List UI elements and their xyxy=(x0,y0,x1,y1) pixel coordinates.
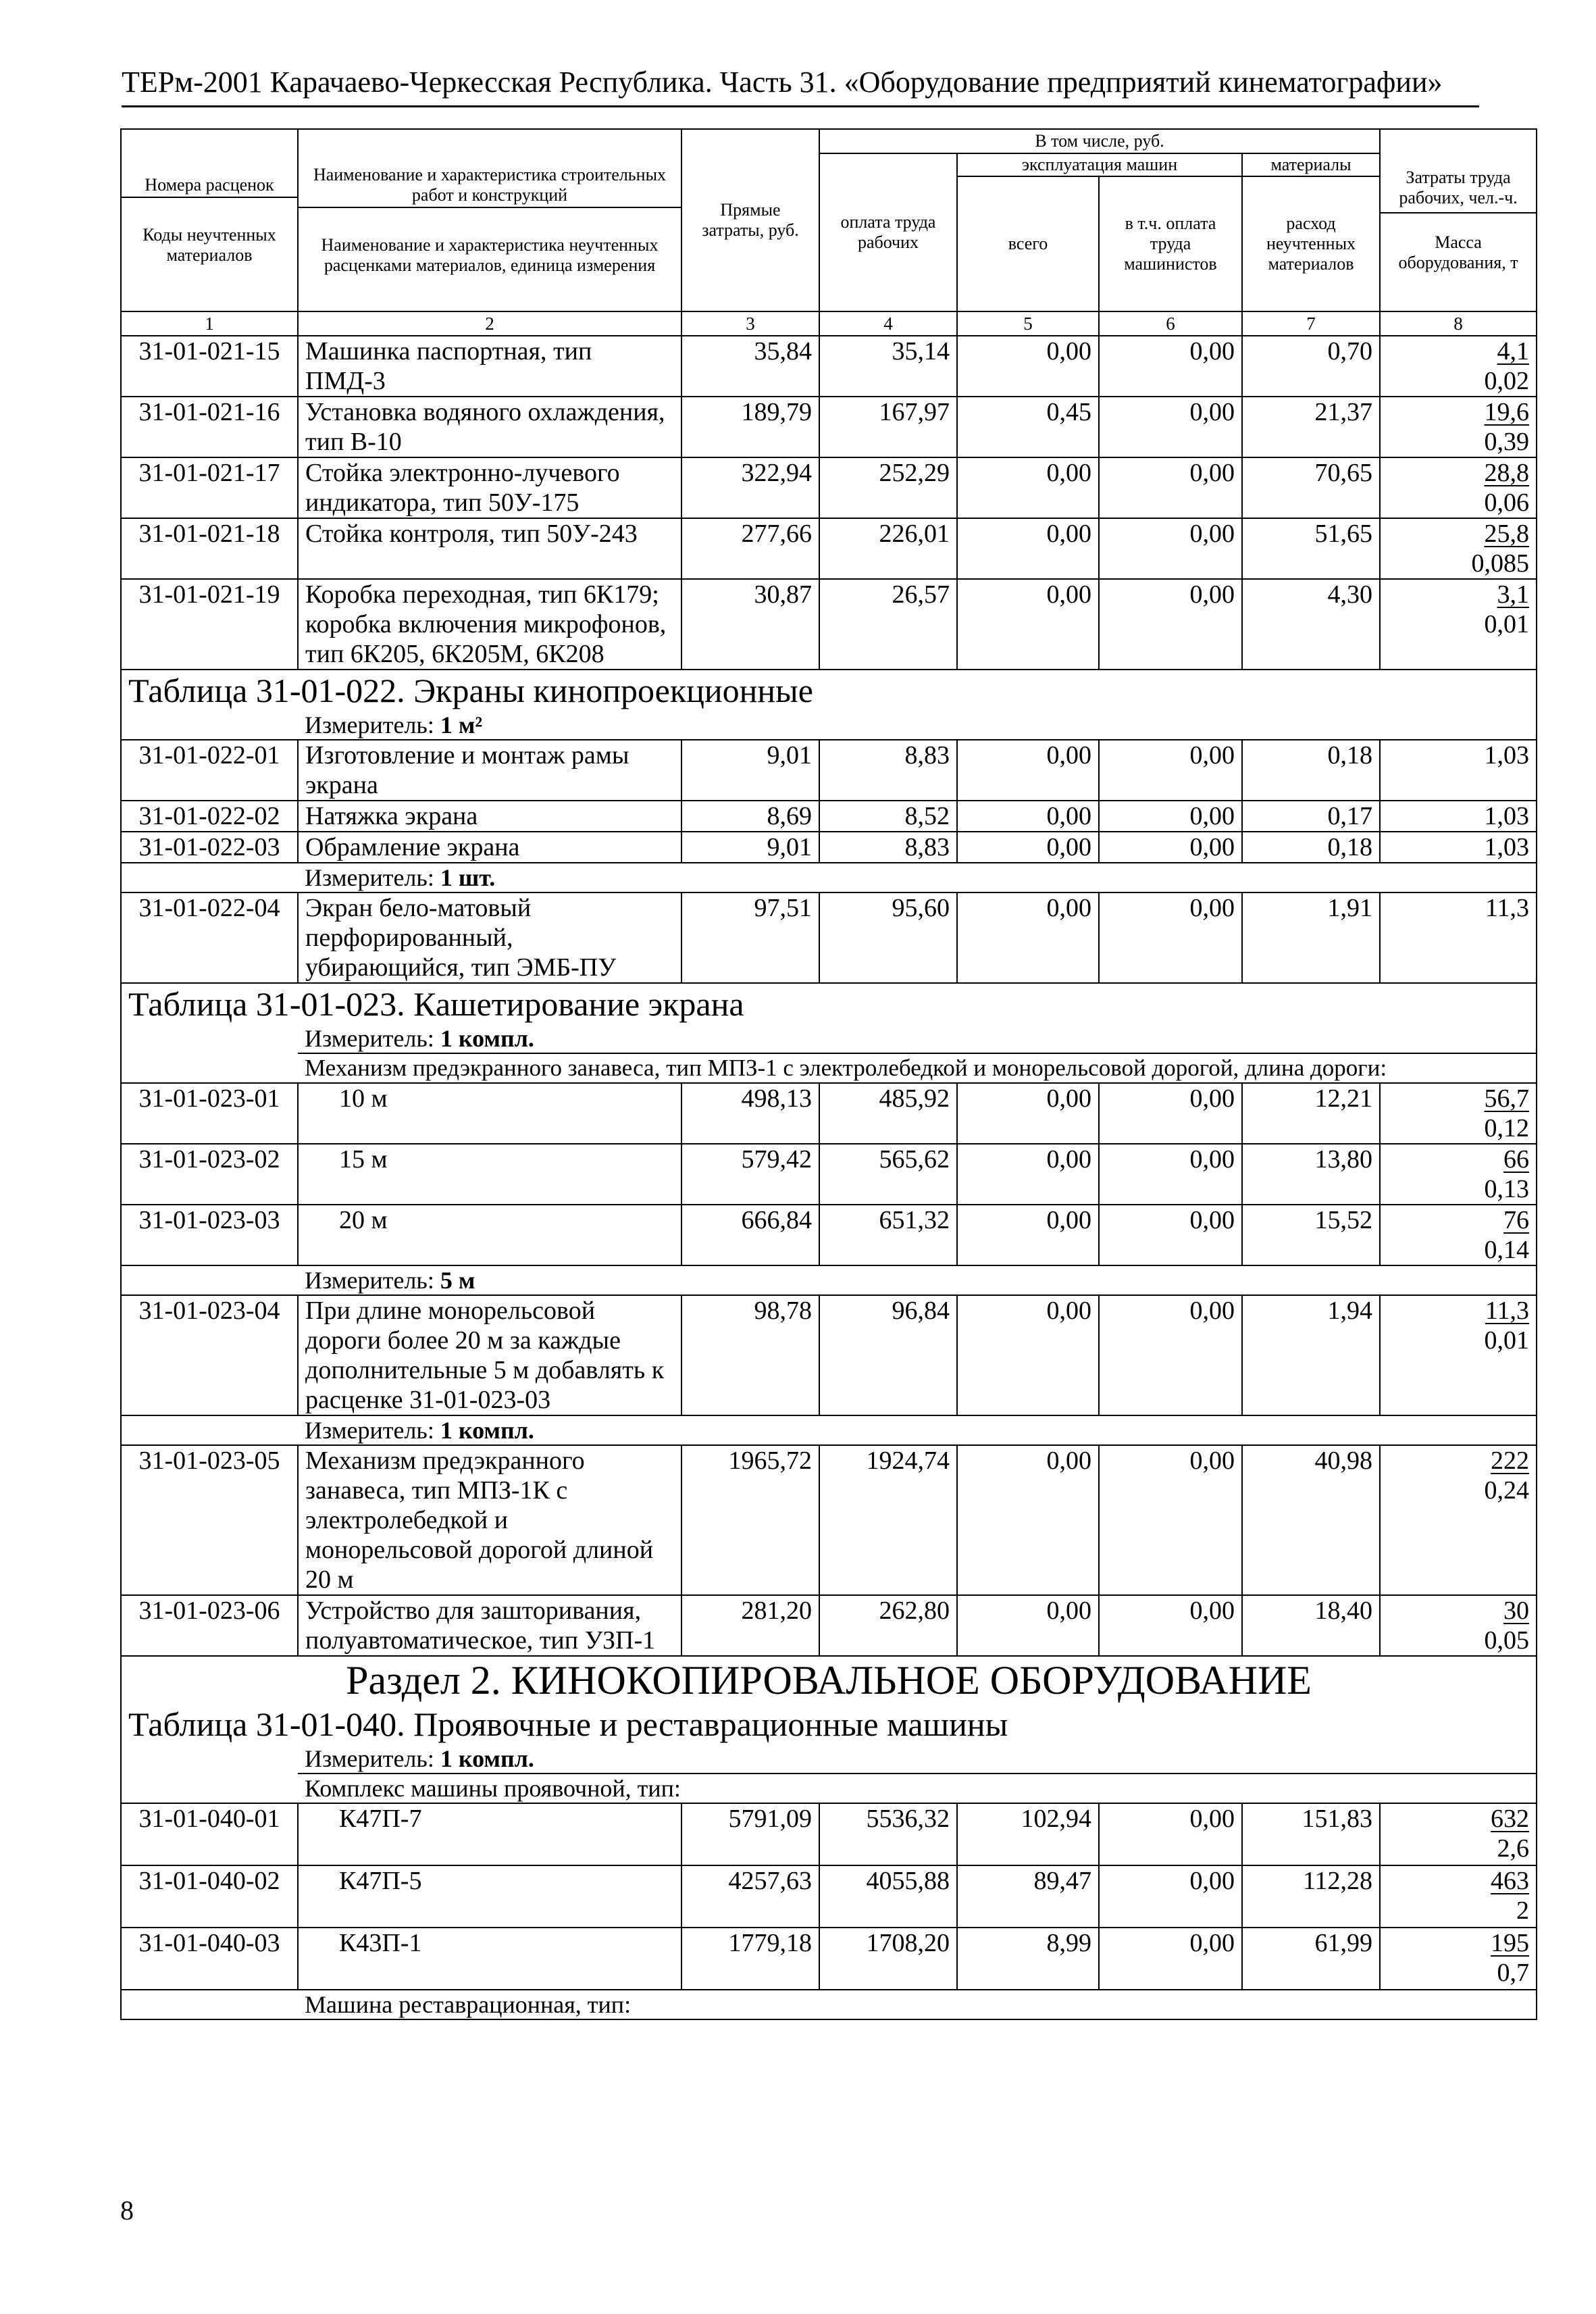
labor-pay: 35,14 xyxy=(819,336,957,397)
direct-cost: 4257,63 xyxy=(681,1865,819,1928)
machines-total: 0,00 xyxy=(957,1445,1099,1595)
table-row xyxy=(121,892,1537,983)
unit-value: 1 компл. xyxy=(440,1417,534,1444)
machines-total: 8,99 xyxy=(957,1928,1099,1990)
unit-value: 5 м xyxy=(440,1267,475,1294)
labor-mass xyxy=(1380,1083,1537,1144)
direct-cost: 35,84 xyxy=(681,336,819,397)
machines-total: 89,47 xyxy=(957,1865,1099,1928)
table-row xyxy=(121,1144,1537,1205)
col-num: 7 xyxy=(1242,311,1380,336)
rate-code: 31-01-021-17 xyxy=(121,457,298,518)
materials: 12,21 xyxy=(1242,1083,1380,1144)
rate-name: Стойка контроля, тип 50У-243 xyxy=(298,518,681,579)
equipment-mass: 2 xyxy=(1516,1896,1530,1925)
unit-label xyxy=(298,711,1537,740)
labor-mass xyxy=(1380,1295,1537,1415)
column-numbers xyxy=(121,311,1537,336)
head-c8-bottom: Масса оборудования, т xyxy=(1398,232,1518,272)
unit-label xyxy=(298,863,1537,892)
labor-pay: 167,97 xyxy=(819,397,957,457)
labor-mass xyxy=(1380,1595,1537,1656)
head-c8-top: Затраты труда рабочих, чел.-ч. xyxy=(1381,168,1536,213)
machines-total: 0,00 xyxy=(957,740,1099,801)
machines-total: 0,00 xyxy=(957,1295,1099,1415)
labor-hours: 25,8 xyxy=(1484,520,1530,548)
rate-code: 31-01-022-01 xyxy=(121,740,298,801)
rate-name: К43П-1 xyxy=(298,1928,681,1990)
unit-prefix: Измеритель: xyxy=(305,864,440,891)
labor-mass xyxy=(1380,457,1537,518)
head-c1-top: Номера расценок xyxy=(122,175,297,198)
rate-name: Стойка электронно-лучевого индикатора, тип 50У-175 xyxy=(298,457,681,518)
materials: 1,91 xyxy=(1242,892,1380,983)
table-row xyxy=(121,1595,1537,1656)
direct-cost: 9,01 xyxy=(681,740,819,801)
rate-name: Натяжка экрана xyxy=(298,801,681,832)
materials: 0,17 xyxy=(1242,801,1380,832)
materials: 0,70 xyxy=(1242,336,1380,397)
direct-cost: 30,87 xyxy=(681,579,819,670)
table-row xyxy=(121,579,1537,670)
unit-row xyxy=(121,711,1537,740)
labor-mass xyxy=(1380,1928,1537,1990)
header-rule xyxy=(122,105,1479,107)
machinist-pay: 0,00 xyxy=(1099,1295,1242,1415)
machinist-pay: 0,00 xyxy=(1099,1928,1242,1990)
labor-hours: 4,1 xyxy=(1497,337,1530,366)
unit-label xyxy=(298,1265,1537,1295)
rate-code: 31-01-021-15 xyxy=(121,336,298,397)
rate-name: Устройство для зашторивания, полуавтоматическое, тип УЗП-1 xyxy=(298,1595,681,1656)
equipment-mass: 0,39 xyxy=(1484,428,1530,456)
materials: 112,28 xyxy=(1242,1865,1380,1928)
equipment-mass: 0,01 xyxy=(1484,1326,1530,1355)
head-mat: материалы xyxy=(1242,153,1380,176)
direct-cost: 189,79 xyxy=(681,397,819,457)
machinist-pay: 0,00 xyxy=(1099,457,1242,518)
rate-code: 31-01-023-05 xyxy=(121,1445,298,1595)
labor-hours: 30 xyxy=(1503,1596,1530,1625)
materials: 15,52 xyxy=(1242,1205,1380,1265)
machines-total: 0,00 xyxy=(957,801,1099,832)
direct-cost: 498,13 xyxy=(681,1083,819,1144)
page-number: 8 xyxy=(120,2195,134,2225)
labor-hours: 76 xyxy=(1503,1206,1530,1234)
machinist-pay: 0,00 xyxy=(1099,892,1242,983)
col-num: 2 xyxy=(298,311,681,336)
equipment-mass: 0,12 xyxy=(1484,1114,1530,1142)
labor-mass xyxy=(1380,1445,1537,1595)
labor-hours: 56,7 xyxy=(1484,1084,1530,1113)
labor-pay: 262,80 xyxy=(819,1595,957,1656)
machines-total: 0,00 xyxy=(957,457,1099,518)
machinist-pay: 0,00 xyxy=(1099,1083,1242,1144)
rate-name: Изготовление и монтаж рамы экрана xyxy=(298,740,681,801)
rate-name: Машинка паспортная, тип ПМД-3 xyxy=(298,336,681,397)
unit-prefix: Измеритель: xyxy=(305,1417,440,1444)
head-c7: расход неучтенных материалов xyxy=(1242,176,1380,311)
equipment-mass: 0,085 xyxy=(1471,549,1530,578)
machinist-pay: 0,00 xyxy=(1099,1865,1242,1928)
materials: 13,80 xyxy=(1242,1144,1380,1205)
table-row xyxy=(121,801,1537,832)
col-num: 1 xyxy=(121,311,298,336)
machinist-pay: 0,00 xyxy=(1099,1595,1242,1656)
machinist-pay: 0,00 xyxy=(1099,801,1242,832)
materials: 151,83 xyxy=(1242,1803,1380,1865)
col-num: 3 xyxy=(681,311,819,336)
section-title-row xyxy=(121,1656,1537,1704)
table-row xyxy=(121,740,1537,801)
labor-pay: 8,83 xyxy=(819,740,957,801)
head-c3: Прямые затраты, руб. xyxy=(681,129,819,311)
table-row xyxy=(121,832,1537,863)
labor-hours: 3,1 xyxy=(1497,580,1530,609)
labor-hours: 632 xyxy=(1491,1805,1530,1833)
group-title: Комплекс машины проявочной, тип: xyxy=(298,1774,1537,1803)
table-title: Таблица 31-01-022. Экраны кинопроекционные xyxy=(121,670,1537,711)
labor-pay: 565,62 xyxy=(819,1144,957,1205)
machinist-pay: 0,00 xyxy=(1099,579,1242,670)
rate-name: 20 м xyxy=(298,1205,681,1265)
materials: 0,18 xyxy=(1242,832,1380,863)
unit-row xyxy=(121,1415,1537,1445)
materials: 51,65 xyxy=(1242,518,1380,579)
head-c2 xyxy=(298,129,681,311)
materials: 70,65 xyxy=(1242,457,1380,518)
rate-name: При длине монорельсовой дороги более 20 м за каждые дополнительные 5 м добавлять к расценке 31-01-023-03 xyxy=(298,1295,681,1415)
labor-mass xyxy=(1380,518,1537,579)
machinist-pay: 0,00 xyxy=(1099,832,1242,863)
labor-mass xyxy=(1380,1205,1537,1265)
labor-pay: 95,60 xyxy=(819,892,957,983)
rate-name: Экран бело-матовый перфорированный, убирающийся, тип ЭМБ-ПУ xyxy=(298,892,681,983)
labor-mass xyxy=(1380,397,1537,457)
labor-hours: 463 xyxy=(1491,1867,1530,1895)
table-row xyxy=(121,457,1537,518)
rate-name: 10 м xyxy=(298,1083,681,1144)
machines-total: 0,00 xyxy=(957,1205,1099,1265)
equipment-mass: 0,02 xyxy=(1484,367,1530,395)
labor-hours: 11,3 xyxy=(1380,892,1537,983)
equipment-mass: 2,6 xyxy=(1497,1834,1530,1863)
machinist-pay: 0,00 xyxy=(1099,1445,1242,1595)
group-title: Механизм предэкранного занавеса, тип МПЗ-1 с электролебедкой и монорельсовой дорогой, длина дороги: xyxy=(298,1053,1537,1083)
unit-value: 1 м² xyxy=(440,711,483,738)
table-row xyxy=(121,1205,1537,1265)
table-row xyxy=(121,397,1537,457)
labor-pay: 1708,20 xyxy=(819,1928,957,1990)
labor-hours: 1,03 xyxy=(1380,832,1537,863)
table-row xyxy=(121,1445,1537,1595)
direct-cost: 666,84 xyxy=(681,1205,819,1265)
table-title: Таблица 31-01-023. Кашетирование экрана xyxy=(121,983,1537,1024)
equipment-mass: 0,05 xyxy=(1484,1626,1530,1655)
rate-code: 31-01-023-04 xyxy=(121,1295,298,1415)
direct-cost: 277,66 xyxy=(681,518,819,579)
table-row xyxy=(121,1295,1537,1415)
head-c4: оплата труда рабочих xyxy=(819,153,957,311)
rate-code: 31-01-022-04 xyxy=(121,892,298,983)
direct-cost: 97,51 xyxy=(681,892,819,983)
rate-code: 31-01-023-06 xyxy=(121,1595,298,1656)
machinist-pay: 0,00 xyxy=(1099,336,1242,397)
labor-hours: 28,8 xyxy=(1484,459,1530,487)
equipment-mass: 0,14 xyxy=(1484,1236,1530,1264)
machines-total: 0,00 xyxy=(957,518,1099,579)
labor-hours: 1,03 xyxy=(1380,740,1537,801)
machines-total: 0,00 xyxy=(957,1144,1099,1205)
materials: 4,30 xyxy=(1242,579,1380,670)
materials: 61,99 xyxy=(1242,1928,1380,1990)
table-title-row xyxy=(121,670,1537,711)
direct-cost: 98,78 xyxy=(681,1295,819,1415)
direct-cost: 281,20 xyxy=(681,1595,819,1656)
labor-pay: 8,83 xyxy=(819,832,957,863)
unit-value: 1 шт. xyxy=(440,864,496,891)
head-incl: В том числе, руб. xyxy=(819,129,1380,153)
page-header: ТЕРм-2001 Карачаево-Черкесская Республика. Часть 31. «Оборудование предприятий кинематографии» xyxy=(122,66,1443,99)
labor-mass xyxy=(1380,1803,1537,1865)
unit-row xyxy=(121,1744,1537,1774)
table-row xyxy=(121,336,1537,397)
equipment-mass: 0,7 xyxy=(1497,1959,1530,1987)
materials: 21,37 xyxy=(1242,397,1380,457)
table-title: Таблица 31-01-040. Проявочные и реставрационные машины xyxy=(121,1704,1537,1744)
group-title: Машина реставрационная, тип: xyxy=(298,1990,1537,2019)
equipment-mass: 0,01 xyxy=(1484,610,1530,638)
table-title-row xyxy=(121,983,1537,1024)
rate-code: 31-01-040-01 xyxy=(121,1803,298,1865)
unit-label xyxy=(298,1744,1537,1774)
direct-cost: 9,01 xyxy=(681,832,819,863)
materials: 0,18 xyxy=(1242,740,1380,801)
machines-total: 0,00 xyxy=(957,579,1099,670)
equipment-mass: 0,06 xyxy=(1484,488,1530,517)
unit-prefix: Измеритель: xyxy=(305,1745,440,1772)
unit-prefix: Измеритель: xyxy=(305,1025,440,1052)
col-num: 4 xyxy=(819,311,957,336)
rate-name: Обрамление экрана xyxy=(298,832,681,863)
col-num: 6 xyxy=(1099,311,1242,336)
machines-total: 0,00 xyxy=(957,1083,1099,1144)
table-row xyxy=(121,1083,1537,1144)
labor-mass xyxy=(1380,1144,1537,1205)
table-row xyxy=(121,1803,1537,1865)
group-row xyxy=(121,1990,1537,2019)
head-c1-bottom: Коды неучтенных материалов xyxy=(143,225,276,265)
rate-name: К47П-5 xyxy=(298,1865,681,1928)
group-row xyxy=(121,1774,1537,1803)
rate-code: 31-01-021-16 xyxy=(121,397,298,457)
rate-code: 31-01-023-03 xyxy=(121,1205,298,1265)
unit-row xyxy=(121,1024,1537,1053)
table-title-row xyxy=(121,1704,1537,1744)
labor-hours: 1,03 xyxy=(1380,801,1537,832)
equipment-mass: 0,24 xyxy=(1484,1476,1530,1505)
rate-name: Механизм предэкранного занавеса, тип МПЗ-1К с электролебедкой и монорельсовой дорогой длиной 20 м xyxy=(298,1445,681,1595)
table-row xyxy=(121,518,1537,579)
materials: 18,40 xyxy=(1242,1595,1380,1656)
unit-value: 1 компл. xyxy=(440,1745,534,1772)
rate-code: 31-01-023-02 xyxy=(121,1144,298,1205)
section-title: Раздел 2. КИНОКОПИРОВАЛЬНОЕ ОБОРУДОВАНИЕ xyxy=(121,1656,1537,1704)
machinist-pay: 0,00 xyxy=(1099,397,1242,457)
direct-cost: 8,69 xyxy=(681,801,819,832)
labor-pay: 252,29 xyxy=(819,457,957,518)
labor-pay: 485,92 xyxy=(819,1083,957,1144)
col-num: 5 xyxy=(957,311,1099,336)
direct-cost: 322,94 xyxy=(681,457,819,518)
labor-hours: 19,6 xyxy=(1484,398,1530,426)
table-row xyxy=(121,1865,1537,1928)
unit-value: 1 компл. xyxy=(440,1025,534,1052)
head-c2-bottom: Наименование и характеристика неучтенных расценками материалов, единица измерения xyxy=(321,235,659,275)
group-row xyxy=(121,1053,1537,1083)
head-expl: эксплуатация машин xyxy=(957,153,1242,176)
machinist-pay: 0,00 xyxy=(1099,1803,1242,1865)
rate-code: 31-01-040-02 xyxy=(121,1865,298,1928)
labor-hours: 222 xyxy=(1491,1447,1530,1475)
rate-code: 31-01-023-01 xyxy=(121,1083,298,1144)
head-c1 xyxy=(121,129,298,311)
rates-table xyxy=(120,128,1537,2020)
rate-name: Коробка переходная, тип 6К179; коробка включения микрофонов, тип 6К205, 6К205М, 6К208 xyxy=(298,579,681,670)
rate-code: 31-01-022-03 xyxy=(121,832,298,863)
table-row xyxy=(121,1928,1537,1990)
head-c2-top: Наименование и характеристика строительных работ и конструкций xyxy=(299,165,681,208)
machines-total: 0,00 xyxy=(957,1595,1099,1656)
direct-cost: 5791,09 xyxy=(681,1803,819,1865)
labor-mass xyxy=(1380,1865,1537,1928)
labor-hours: 11,3 xyxy=(1485,1297,1530,1325)
direct-cost: 1779,18 xyxy=(681,1928,819,1990)
labor-pay: 8,52 xyxy=(819,801,957,832)
labor-pay: 4055,88 xyxy=(819,1865,957,1928)
direct-cost: 579,42 xyxy=(681,1144,819,1205)
machinist-pay: 0,00 xyxy=(1099,740,1242,801)
rate-code: 31-01-040-03 xyxy=(121,1928,298,1990)
machines-total: 102,94 xyxy=(957,1803,1099,1865)
direct-cost: 1965,72 xyxy=(681,1445,819,1595)
unit-row xyxy=(121,863,1537,892)
equipment-mass: 0,13 xyxy=(1484,1175,1530,1203)
machinist-pay: 0,00 xyxy=(1099,518,1242,579)
rate-code: 31-01-021-18 xyxy=(121,518,298,579)
labor-pay: 5536,32 xyxy=(819,1803,957,1865)
machines-total: 0,00 xyxy=(957,336,1099,397)
labor-hours: 195 xyxy=(1491,1929,1530,1957)
head-c5: всего xyxy=(957,176,1099,311)
labor-pay: 651,32 xyxy=(819,1205,957,1265)
labor-pay: 226,01 xyxy=(819,518,957,579)
rate-code: 31-01-021-19 xyxy=(121,579,298,670)
labor-hours: 66 xyxy=(1503,1145,1530,1174)
labor-pay: 96,84 xyxy=(819,1295,957,1415)
machinist-pay: 0,00 xyxy=(1099,1144,1242,1205)
head-c6: в т.ч. оплата труда машинистов xyxy=(1099,176,1242,311)
unit-row xyxy=(121,1265,1537,1295)
head-c8 xyxy=(1380,129,1537,311)
labor-pay: 26,57 xyxy=(819,579,957,670)
labor-mass xyxy=(1380,579,1537,670)
machines-total: 0,00 xyxy=(957,832,1099,863)
materials: 1,94 xyxy=(1242,1295,1380,1415)
machines-total: 0,00 xyxy=(957,892,1099,983)
col-num: 8 xyxy=(1380,311,1537,336)
materials: 40,98 xyxy=(1242,1445,1380,1595)
unit-prefix: Измеритель: xyxy=(305,711,440,738)
labor-pay: 1924,74 xyxy=(819,1445,957,1595)
unit-label xyxy=(298,1024,1537,1053)
rate-name: 15 м xyxy=(298,1144,681,1205)
unit-prefix: Измеритель: xyxy=(305,1267,440,1294)
machinist-pay: 0,00 xyxy=(1099,1205,1242,1265)
rate-name: К47П-7 xyxy=(298,1803,681,1865)
rate-name: Установка водяного охлаждения, тип В-10 xyxy=(298,397,681,457)
unit-label xyxy=(298,1415,1537,1445)
rate-code: 31-01-022-02 xyxy=(121,801,298,832)
machines-total: 0,45 xyxy=(957,397,1099,457)
labor-mass xyxy=(1380,336,1537,397)
